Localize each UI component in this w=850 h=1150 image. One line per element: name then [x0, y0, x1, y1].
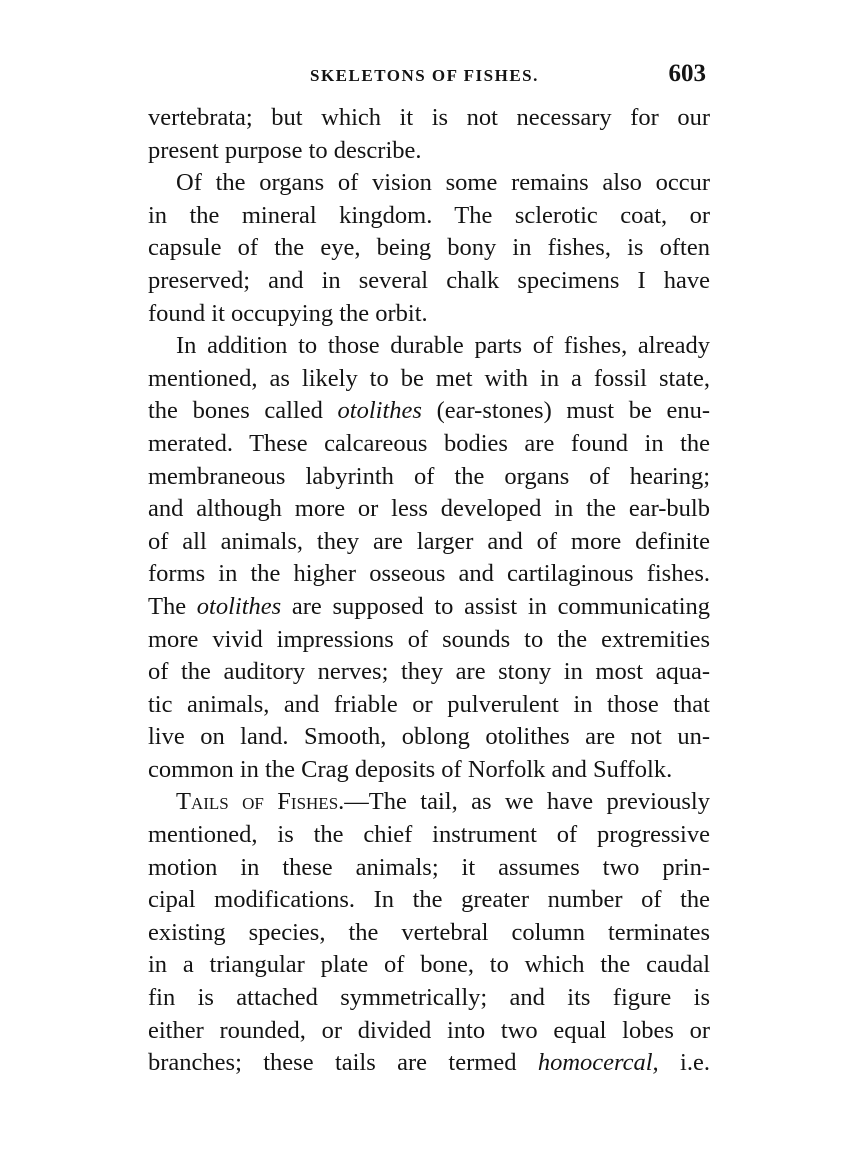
text-line: existing species, the vertebral column terminates	[148, 918, 710, 946]
section-heading: Tails of Fishes.	[176, 788, 345, 816]
text-line: Of the organs of vision some remains also occur	[176, 169, 710, 197]
running-title: SKELETONS OF FISHES.	[310, 66, 539, 85]
text-line	[148, 591, 710, 624]
text-line: merated. These calcareous bodies are found in the	[148, 429, 710, 457]
text-line: In addition to those durable parts of fishes, already	[176, 332, 710, 360]
text-line: forms in the higher osseous and cartilaginous fishes.	[148, 560, 710, 588]
text-run: —The tail, as we have previously	[344, 788, 710, 816]
body-text	[148, 102, 710, 1080]
text-line: preserved; and in several chalk specimens I have	[148, 266, 710, 294]
text-line: in a triangular plate of bone, to which the caudal	[148, 951, 710, 979]
text-run: i.e.	[658, 1049, 710, 1077]
text-run: are supposed to assist in communicating	[281, 592, 710, 620]
text-line: and although more or less developed in the ear-bulb	[148, 495, 710, 523]
text-line: either rounded, or divided into two equal lobes or	[148, 1016, 710, 1044]
text-line: tic animals, and friable or pulverulent in those that	[148, 690, 710, 718]
text-line: common in the Crag deposits of Norfolk and Suffolk.	[148, 755, 673, 783]
text-line: live on land. Smooth, oblong otolithes are not un-	[148, 723, 710, 751]
italic-term: otolithes	[196, 592, 282, 620]
text-line: fin is attached symmetrically; and its figure is	[148, 984, 710, 1012]
text-line: in the mineral kingdom. The sclerotic coat, or	[148, 201, 710, 229]
text-run: The	[148, 592, 197, 620]
text-line	[148, 786, 710, 819]
text-line	[148, 1047, 710, 1080]
book-page	[148, 62, 710, 1080]
text-line: mentioned, is the chief instrument of progressive	[148, 821, 710, 849]
text-line	[148, 395, 710, 428]
text-run: (ear-stones) must be enu-	[421, 397, 711, 425]
text-line: vertebrata; but which it is not necessary for our	[148, 104, 710, 131]
text-line: more vivid impressions of sounds to the extremities	[148, 625, 710, 653]
italic-term: otolithes	[337, 397, 422, 425]
text-run: the bones called	[148, 397, 338, 425]
text-line: of all animals, they are larger and of more definite	[148, 527, 710, 555]
page-number: 603	[668, 60, 706, 87]
text-run: branches; these tails are termed	[148, 1049, 538, 1077]
text-line: motion in these animals; it assumes two prin-	[148, 853, 710, 881]
text-line: membraneous labyrinth of the organs of hearing;	[148, 462, 710, 490]
italic-term: homocercal,	[537, 1049, 659, 1077]
text-line: present purpose to describe.	[148, 136, 422, 164]
text-line: of the auditory nerves; they are stony in most aqua-	[148, 658, 710, 686]
text-line: found it occupying the orbit.	[148, 299, 428, 327]
text-line: capsule of the eye, being bony in fishes, is often	[148, 234, 710, 262]
text-line: mentioned, as likely to be met with in a fossil state,	[148, 364, 710, 392]
running-head	[148, 62, 710, 102]
text-line: cipal modifications. In the greater number of the	[148, 886, 710, 914]
